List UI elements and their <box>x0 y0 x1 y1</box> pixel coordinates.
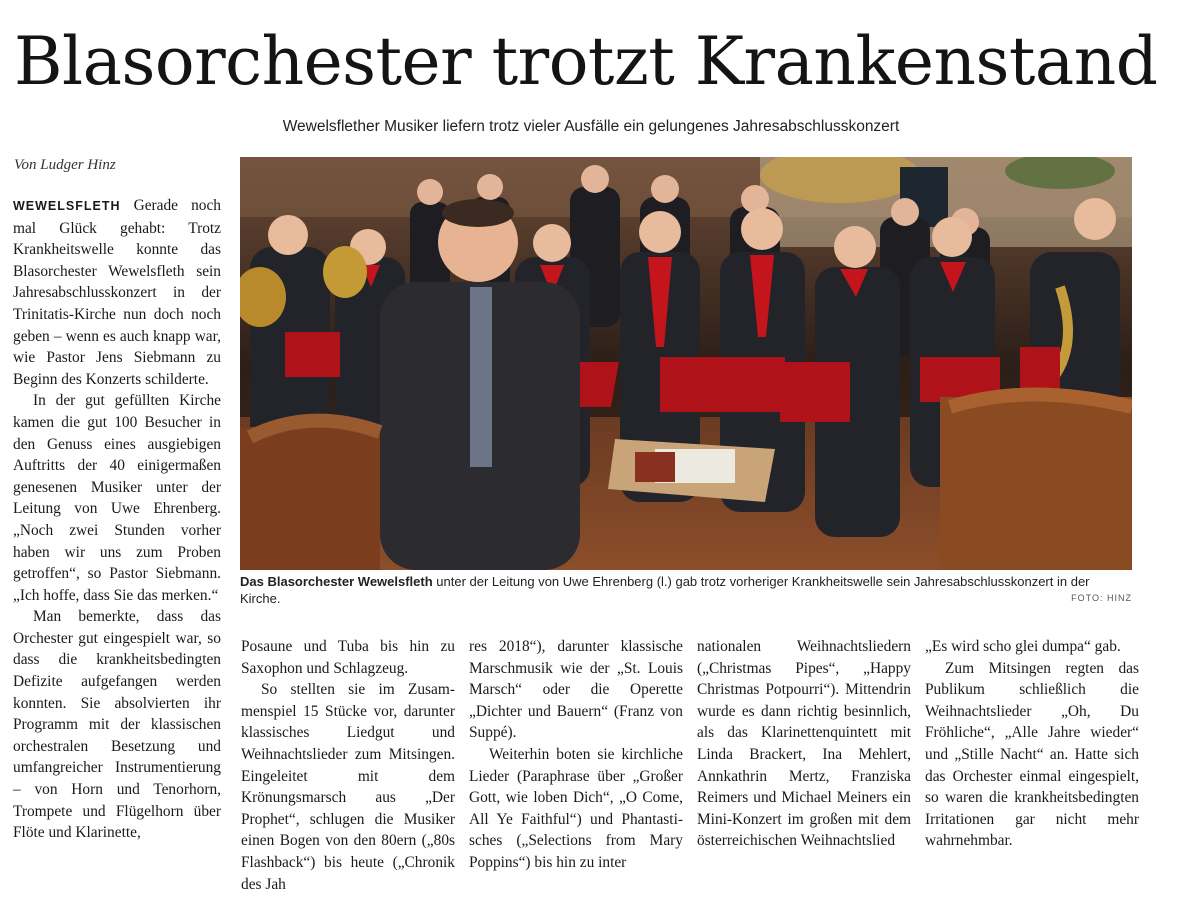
caption-text: unter der Leitung von Uwe Ehrenberg (l.) gab trotz vorheriger Krankheitswelle sein Jahresabschlusskonzert in der Kirche. <box>240 574 1090 606</box>
text-column-4 <box>697 636 911 852</box>
paragraph-2: In der gut gefüllten Kirche kamen die gut 100 Besucher in den Genuss eines ausgiebigen Auftritts der 40 einigermaßen genesenen Musiker unter der Leitung von Uwe Ehrenberg. „Noch zwei Stunden vorher haben wir uns zum Proben getroffen“, so Pastor Siebmann. „Ich hoffe, dass Sie das merken.“ <box>13 392 221 604</box>
text-column-1 <box>13 195 221 844</box>
text-column-2 <box>241 636 455 895</box>
paragraph-7: Weiterhin boten sie kirchliche Lieder (Paraphrase über „Großer Gott, wie loben Dich“, „O Come, All Ye Faithful“) und Phantastisches („Selections from Mary Poppins“) bis hin zu inter <box>469 745 683 871</box>
photo-caption <box>240 573 1132 607</box>
paragraph-9: „Es wird scho glei dumpa“ gab. <box>925 638 1121 655</box>
orchestra-photo <box>240 157 1132 570</box>
paragraph-6: res 2018“), darunter klassische Marschmusik wie der „St. Louis Marsch“ oder die Operette „Dichter und Bauern“ (Franz von Suppé). <box>469 638 683 742</box>
paragraph-8: nationalen Weihnachtsliedern („Christmas Pipes“, „Happy Christmas Potpourri“). Mittendrin wurde es dann richtig besinnlich, als das Klarinettenquintett mit Linda Brackert, Ina Mehlert, Annkathrin Mertz, Franziska Reimers und Michael Meiners ein Mini-Konzert im großen mit dem österreichischen Weihnachtslied <box>697 638 911 850</box>
paragraph-1: Gerade noch mal Glück gehabt: Trotz Krankheitswelle konnte das Blasorchester Wewelsfleth sein Jahresabschlusskonzert in der Trinitatis-Kirche nun doch noch geben – wenn es auch knapp war, wie Pastor Jens Siebmann zu Beginn des Konzerts schilderte. <box>13 197 221 388</box>
paragraph-4: Posaune und Tuba bis hin zu Saxophon und Schlagzeug. <box>241 638 455 677</box>
paragraph-10: Zum Mitsingen regten das Publikum schließlich die Weihnachtslieder „Oh, Du Fröhliche“, „Alle Jahre wieder“ und „Stille Nacht“ an. Hatte sich das Orchester einmal eingespielt, so waren die krankheitsbedingten Irritationen gar nicht mehr wahrnehmbar. <box>925 659 1139 850</box>
byline: Von Ludger Hinz <box>14 157 116 173</box>
headline: Blasorchester trotzt Krankenstand <box>14 23 1158 100</box>
dateline: WEWELSFLETH <box>13 199 121 213</box>
orchestra-photo-illustration <box>240 157 1132 570</box>
text-column-5 <box>925 636 1139 852</box>
photo-credit: FOTO: HINZ <box>1071 593 1132 603</box>
caption-bold: Das Blasorchester Wewelsfleth <box>240 574 433 589</box>
paragraph-3: Man bemerkte, dass das Orchester gut eingespielt war, so dass die krankheitsbedingten Defizite aufgefangen werden konnten. Sie absolvierten ihr Programm mit der klassischen orchestralen Besetzung und umfangreicher Instrumentierung – von Horn und Tenorhorn, Trompete und Flügelhorn über Flöte und Klarinette, <box>13 608 221 842</box>
paragraph-5: So stellten sie im Zusammenspiel 15 Stücke vor, darunter klassisches Liedgut und Weihnachtslieder zum Mitsingen. Eingeleitet mit dem Krönungsmarsch aus „Der Prophet“, schlugen die Musiker einen Bogen von den 80ern („80s Flashback“) bis heute („Chronik des Jah <box>241 681 455 893</box>
text-column-3 <box>469 636 683 874</box>
subheadline: Wewelsflether Musiker liefern trotz vieler Ausfälle ein gelungenes Jahresabschlusskonzert <box>282 118 900 135</box>
